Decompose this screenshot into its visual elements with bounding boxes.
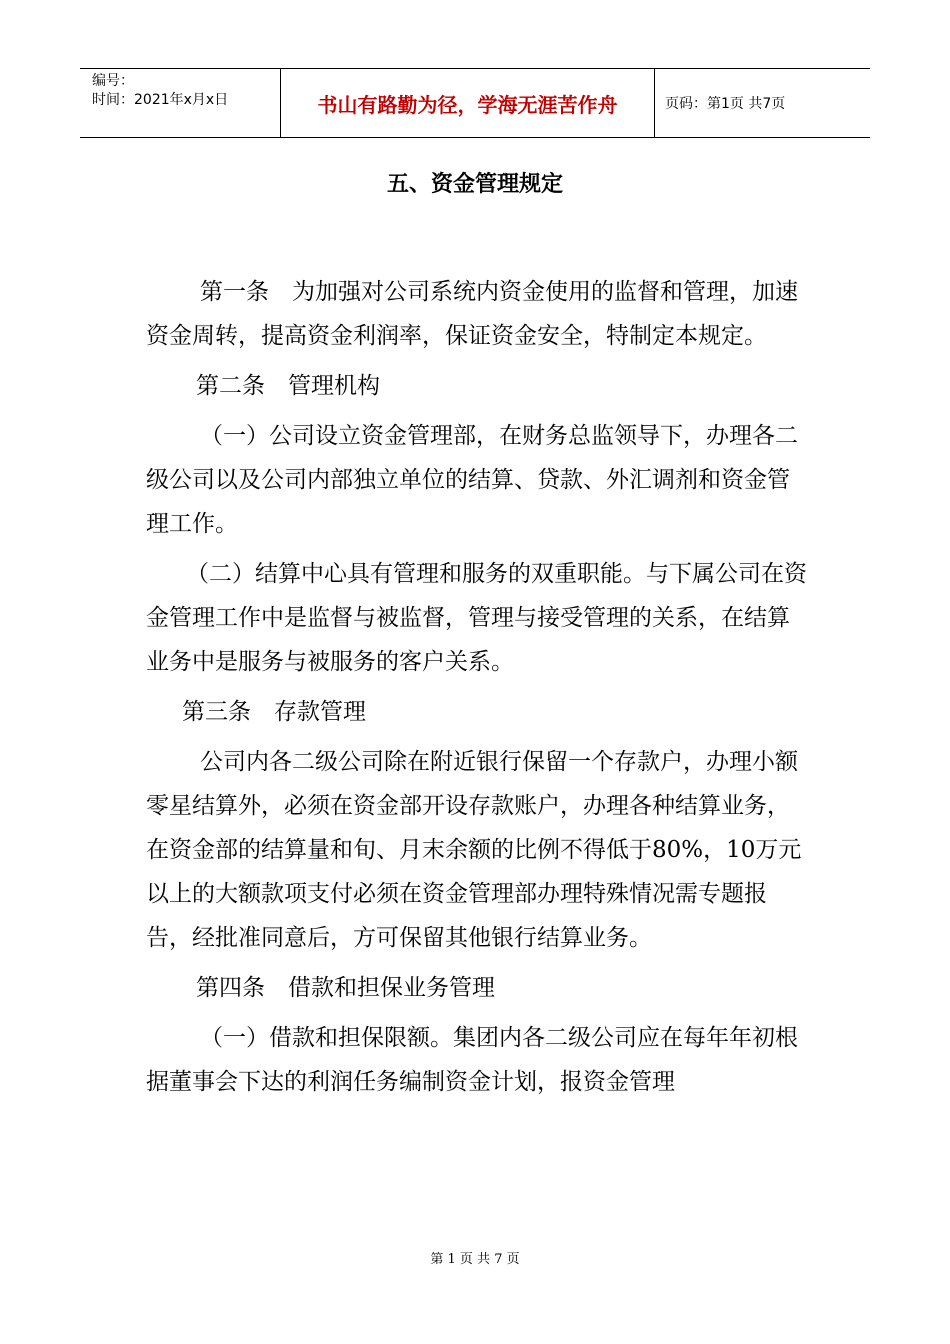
- document-body: [146, 270, 811, 1110]
- paragraph-article-1: 第一条 为加强对公司系统内资金使用的监督和管理，加速资金周转，提高资金利润率，保证资金安全，特制定本规定。: [146, 279, 798, 349]
- paragraph-article-4-item-1: （一）借款和担保限额。集团内各二级公司应在每年年初根据董事会下达的利润任务编制资金计划，报资金管理: [146, 1025, 798, 1095]
- paragraph-article-2-heading: 第二条 管理机构: [196, 373, 380, 399]
- header-motto: 书山有路勤为径，学海无涯苦作舟: [281, 69, 655, 137]
- page-footer: 第 1 页 共 7 页: [430, 1252, 520, 1267]
- header-page-info: 页码：第1页 共7页: [665, 96, 786, 112]
- paragraph-article-2-item-2: （二）结算中心具有管理和服务的双重职能。与下属公司在资金管理工作中是监督与被监督，管理与接受管理的关系，在结算业务中是服务与被服务的客户关系。: [146, 561, 807, 675]
- header-meta: [80, 69, 281, 137]
- paragraph-article-2-item-1: （一）公司设立资金管理部，在财务总监领导下，办理各二级公司以及公司内部独立单位的结算、贷款、外汇调剂和资金管理工作。: [146, 423, 798, 537]
- paragraph-article-3-body: 公司内各二级公司除在附近银行保留一个存款户，办理小额零星结算外，必须在资金部开设存款账户，办理各种结算业务，在资金部的结算量和旬、月末余额的比例不得低于80%，10万元以上的大额款项支付必须在资金管理部办理特殊情况需专题报告，经批准同意后，方可保留其他银行结算业务。: [146, 749, 802, 951]
- document-title: 五、资金管理规定: [386, 172, 563, 197]
- document-number-label: 编号：: [92, 73, 134, 89]
- paragraph-article-3-heading: 第三条 存款管理: [182, 699, 366, 725]
- document-time-label: 时间：2021年x月x日: [92, 92, 229, 108]
- document-header: [80, 68, 870, 138]
- paragraph-article-4-heading: 第四条 借款和担保业务管理: [196, 975, 495, 1001]
